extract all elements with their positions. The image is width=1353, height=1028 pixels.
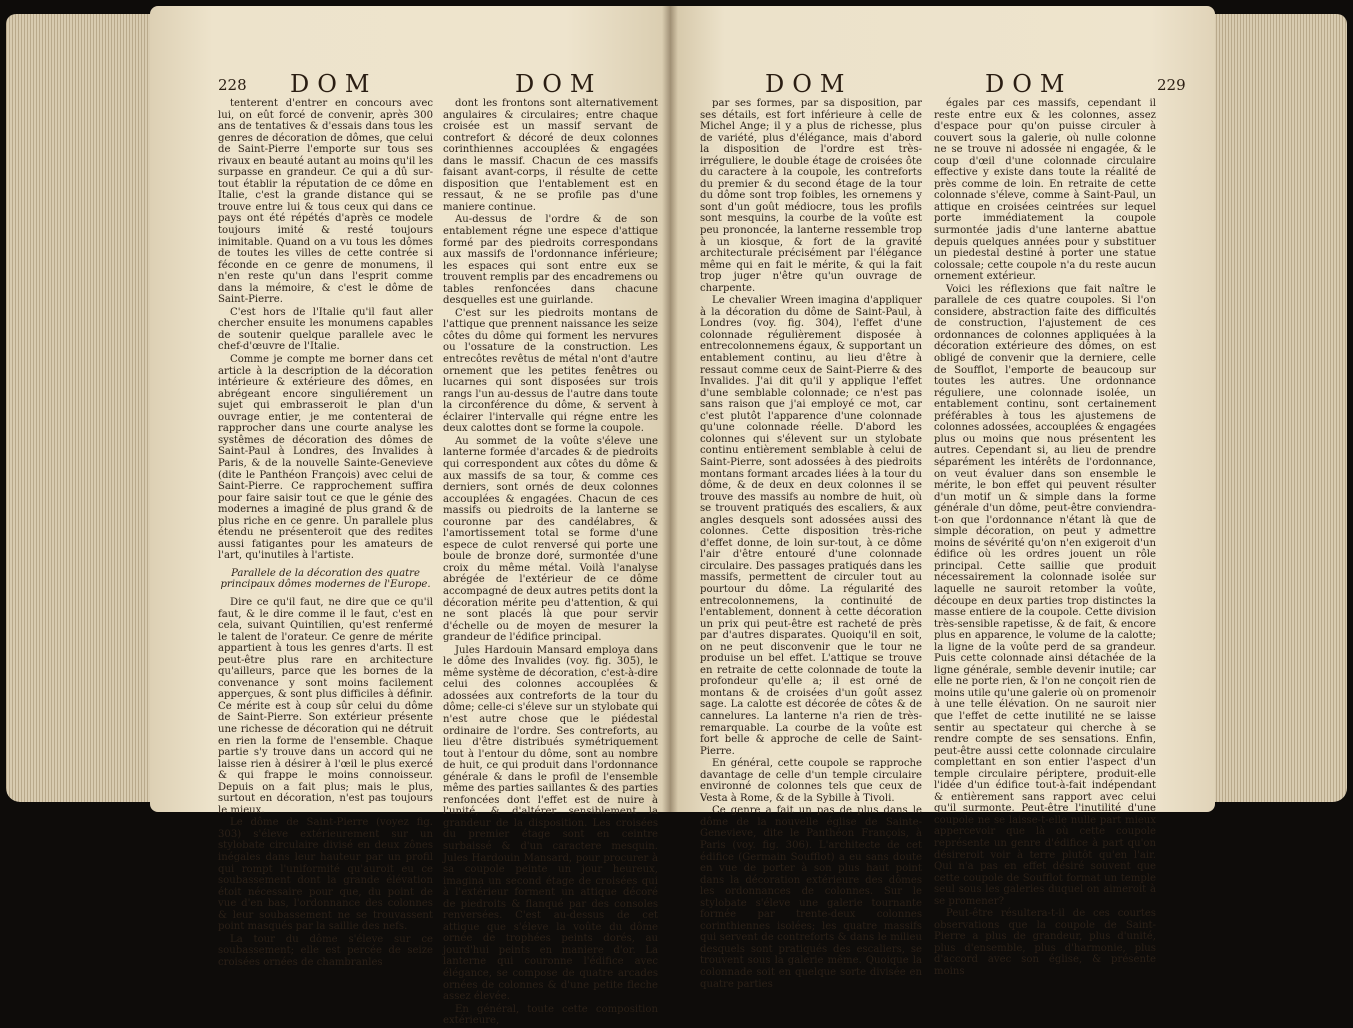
- paragraph: Peut-être résultera-t-il de ces courtes observations que la coupole de Saint-Pierre a plus de grandeur, plus d'unité, plus d'ensemble, plus d'harmonie, plus d'accord avec son église, & présente moins: [934, 908, 1156, 978]
- paragraph: Le dôme de Saint-Pierre (voyez fig. 303) s'éleve extérieurement sur un stylobate circulaire divisé en deux zônes inégales dans leur hauteur par un profil qui rompt l'uniformité qu'auroit eu ce soubassement dont la grande élévation étoit nécessaire pour que, du point de vue d'en bas, l'ordonnance des colonnes & leur soubassement ne se trouvassent point masqués par la saillie des nefs.: [218, 817, 433, 933]
- book-gutter: [662, 6, 678, 812]
- left-page-header: [150, 70, 670, 98]
- right-page-header: [670, 70, 1215, 98]
- page-number: 228: [218, 76, 247, 94]
- paragraph: En général, toute cette composition extérieure,: [443, 1003, 658, 1027]
- paragraph: tenterent d'entrer en concours avec lui, on eût forcé de convenir, après 300 ans de tentatives & d'essais dans tous les genres de décoration de dômes, que celui de Saint-Pierre l'emporte sur tous ses rivaux en beauté autant au moins qu'il les surpasse en grandeur. Ce qui a dû sur-tout établir la réputation de ce dôme en Italie, c'est la grande distance qui se trouve entre lui & tous ceux qui dans ce pays ont été répétés d'après ce modele toujours imité & resté toujours inimitable. Quand on a vu tous les dômes de toutes les villes de cette contrée si féconde en ce genre de monumens, il n'en reste qu'un dans l'esprit comme dans la mémoire, & c'est le dôme de Saint-Pierre.: [218, 98, 433, 306]
- running-head-right: DOM: [515, 70, 603, 98]
- running-head-right: DOM: [985, 70, 1073, 98]
- paragraph: Au-dessus de l'ordre & de son entablement régne une espece d'attique formé par des piedroits correspondans aux massifs de l'ordonnance inférieure; les espaces qui sont entre eux se trouvent remplis par des encadremens ou tables renfoncées dans chacune desquelles est une guirlande.: [443, 214, 658, 307]
- paragraph: Voici les réflexions que fait naître le parallele de ces quatre coupoles. Si l'on considere, abstraction faite des difficultés de construction, l'ajustement de ces ordonnances de colonnes appliquées à la décoration extérieure des dômes, on est obligé de convenir que la derniere, celle de Soufflot, l'emporte de beaucoup sur toutes les autres. Une ordonnance réguliere, une colonnade isolée, un entablement continu, sont certainement préférables à tous les ajustemens de colonnes adossées, accouplées & engagées plus ou moins que nous présentent les autres. Cependant si, au lieu de prendre séparément les intérêts de l'ordonnance, on veut évaluer dans son ensemble le mérite, le bon effet qui peuvent résulter d'un motif un & simple dans la forme générale d'un dôme, peut-être conviendra-t-on que l'ordonnance n'étant là que de simple décoration, on peut y admettre moins de sévérité qu'on n'en exigeroit d'un édifice où les ordres jouent un rôle principal. Cette saillie que produit nécessairement la colonnade isolée sur laquelle ne sauroit retomber la voûte, découpe en deux parties trop distinctes la masse entiere de la coupole. Cette division très-sensible rapetisse, & de fait, & encore plus en apparence, le volume de la calotte; la ligne de la voûte perd de sa grandeur. Puis cette colonnade ainsi détachée de la ligne générale, semble devenir inutile; car elle ne porte rien, & l'on ne conçoit rien de moins utile qu'une galerie où on promenoir à une telle élévation. On ne sauroit nier que l'effet de cette inutilité ne se laisse sentir au spectateur qui cherche à se rendre compte de ses sensations. Enfin, peut-être aussi cette colonnade circulaire complettant en son entier l'aspect d'un temple circulaire périptere, produit-elle l'idée d'un édifice tout-à-fait indépendant & entièrement sans rapport avec celui qu'il surmonte. Peut-être l'inutilité d'une coupole ne se laisse-t-elle nulle part mieux appercevoir que là où cette coupole représente un genre d'édifice à part qu'on désireroit voir à terre plutôt qu'en l'air. Qui n'a pas en effet désiré souvent que cette coupole de Soufflot format un temple seul sous les galeries duquel on aimeroit à se promener?: [934, 283, 1156, 907]
- right-page-column-2: [934, 98, 1156, 979]
- right-page-column-1: [700, 98, 922, 991]
- running-head-left: DOM: [765, 70, 853, 98]
- paragraph: par ses formes, par sa disposition, par ses détails, est fort inférieure à celle de Michel Ange; il y a plus de richesse, plus de variété, plus d'élégance, mais d'abord la disposition de l'ordre est très-irréguliere, le double étage de croisées ôte du caractere à la coupole, les contreforts du premier & du second étage de la tour du dôme sont trop foibles, les ornemens y sont d'un goût médiocre, tous les profils sont mesquins, la courbe de la voûte est peu prononcée, la lanterne ressemble trop à un kiosque, & fort de la gravité architecturale précisément par l'élégance même qui en fait le mérite, & qui la fait trop juger n'être qu'un ouvrage de charpente.: [700, 98, 922, 294]
- running-head-left: DOM: [290, 70, 378, 98]
- paragraph: Ce genre a fait un pas de plus dans le dôme de la nouvelle église de Sainte-Genevieve, dite le Panthéon François, à Paris (voy. fig. 306). L'architecte de cet édifice (Germain Soufflot) a eu sans doute en vue de porter à son plus haut point dans la décoration extérieure des dômes les ordonnances de colonnes. Sur le stylobate s'éleve une galerie tournante formée par trente-deux colonnes corinthiennes isolées; les quatre massifs qui servent de contreforts & dans le milieu desquels sont pratiqués des escaliers, se trouvent sous la galerie même. Quoique la colonnade soit en quelque sorte divisée en quatre parties: [700, 805, 922, 990]
- paragraph: dont les frontons sont alternativement angulaires & circulaires; entre chaque croisée est un massif servant de contrefort & décoré de deux colonnes corinthiennes accouplées & engagées dans le massif. Chacun de ces massifs faisant avant-corps, il résulte de cette disposition que l'entablement est en ressaut, & ne se profile pas d'une maniere continue.: [443, 98, 658, 213]
- section-title: Parallele de la décoration des quatre principaux dômes modernes de l'Europe.: [220, 567, 431, 591]
- paragraph: C'est hors de l'Italie qu'il faut aller chercher ensuite les monumens capables de soutenir quelque parallele avec le chef-d'œuvre de l'Italie.: [218, 306, 433, 353]
- left-page-column-2: [443, 98, 658, 1028]
- paragraph: Dire ce qu'il faut, ne dire que ce qu'il faut, & le dire comme il le faut, c'est en cela, suivant Quintilien, qu'est renfermé le talent de l'orateur. Ce genre de mérite appartient à tous les genres d'arts. Il est peut-être plus rare en architecture qu'ailleurs, parce que les bornes de la convenance y sont moins facilement apperçues, & sont plus difficiles à définir. Ce mérite est à coup sûr celui du dôme de Saint-Pierre. Son extérieur présente une richesse de décoration qui ne détruit en rien la forme de l'ensemble. Chaque partie s'y trouve dans un accord qui ne laisse rien à désirer à l'œil le plus exercé & qui frappe le moins connoisseur. Depuis on a fait plus; mais le plus, surtout en décoration, n'est pas toujours le mieux.: [218, 596, 433, 816]
- page-number: 229: [1157, 76, 1186, 94]
- paragraph: C'est sur les piedroits montans de l'attique que prennent naissance les seize côtes du dôme qui forment les nervures ou l'ossature de la construction. Les entrecôtes revêtus de métal n'ont d'autre ornement que les petites fenêtres ou lucarnes qui sont disposées sur trois rangs l'un au-dessus de l'autre dans toute la circonférence du dôme, & servent à éclairer l'intervalle qui régne entre les deux calottes dont se forme la coupole.: [443, 307, 658, 435]
- left-page-column-1: [218, 98, 433, 969]
- right-page: [670, 6, 1215, 990]
- paragraph: En général, cette coupole se rapproche davantage de celle d'un temple circulaire environné de colonnes tels que ceux de Vesta à Rome, & de la Sybille à Tivoli.: [700, 758, 922, 804]
- paragraph: Au sommet de la voûte s'éleve une lanterne formée d'arcades & de piedroits qui correspondent aux côtes du dôme & aux massifs de sa tour, & comme ces derniers, sont ornés de deux colonnes accouplées & engagées. Chacun de ces massifs ou piedroits de la lanterne se couronne par des candélabres, & l'amortissement total se forme d'une espece de culot renversé qui porte une boule de bronze doré, surmontée d'une croix du même métal. Voilà l'analyse abrégée de l'extérieur de ce dôme accompagné de deux autres petits dont la décoration mérite peu d'attention, & qui ne sont placés là que pour servir d'échelle ou de moyen de mesurer la grandeur de l'édifice principal.: [443, 435, 658, 644]
- paragraph: Comme je compte me borner dans cet article à la description de la décoration intérieure & extérieure des dômes, en abrégeant encore singuliérement un sujet qui embrasseroit le plan d'un ouvrage entier, je me contenterai de rapprocher dans une courte analyse les systêmes de décoration des dômes de Saint-Paul à Londres, des Invalides à Paris, & de la nouvelle Sainte-Genevieve (dite le Panthéon François) avec celui de Saint-Pierre. Ce rapprochement suffira pour faire saisir tout ce que le génie des modernes a imaginé de plus grand & de plus riche en ce genre. Un parallele plus étendu ne présenteroit que des redites aussi fatigantes pour les amateurs de l'art, qu'inutiles à l'artiste.: [218, 354, 433, 562]
- left-page: [150, 6, 670, 1027]
- paragraph: égales par ces massifs, cependant il reste entre eux & les colonnes, assez d'espace pour qu'on puisse circuler à couvert sous la galerie, où nulle colonne ne se trouve ni adossée ni engagée, & le coup d'œil d'une colonnade circulaire effective y existe dans toute la réalité de près comme de loin. En retraite de cette colonnade s'éleve, comme à Saint-Paul, un attique en croisées ceintrées sur lequel porte immédiatement la coupole surmontée jadis d'une lanterne abattue depuis quelques années pour y substituer un piedestal destiné à porter une statue colossale; cette coupole n'a du reste aucun ornement extérieur.: [934, 98, 1156, 283]
- paragraph: Le chevalier Wreen imagina d'appliquer à la décoration du dôme de Saint-Paul, à Londres (voy. fig. 304), l'effet d'une colonnade régulièrement disposée à entrecolonnemens égaux, & supportant un entablement continu, au lieu d'être à ressaut comme ceux de Saint-Pierre & des Invalides. J'ai dit qu'il y applique l'effet d'une semblable colonnade; ce n'est pas sans raison que j'ai employé ce mot, car c'est plutôt l'apparence d'une colonnade qu'une colonnade réelle. D'abord les colonnes qui s'élevent sur un stylobate continu entièrement semblable à celui de Saint-Pierre, sont adossées à des piedroits montans formant arcades liées à la tour du dôme, & de deux en deux colonnes il se trouve des massifs au nombre de huit, où se trouvent pratiqués des escaliers, & aux angles desquels sont adossées aussi des colonnes. Cette disposition très-riche d'effet donne, de loin sur-tout, à ce dôme l'air d'être entouré d'une colonnade circulaire. Des passages pratiqués dans les massifs, permettent de circuler tout au pourtour du dôme. La régularité des entrecolonnemens, la continuité de l'entablement, donnent à cette décoration un prix qui peut-être est racheté de près par d'autres disparates. Quoiqu'il en soit, on ne peut disconvenir que le tour ne produise un bel effet. L'attique se trouve en retraite de cette colonnade de toute la profondeur qu'elle a; il est orné de montans & de croisées d'un goût assez sage. La calotte est décorée de côtes & de cannelures. La lanterne n'a rien de très-remarquable. La courbe de la voûte est fort belle & approche de celle de Saint-Pierre.: [700, 295, 922, 757]
- book-edge-right: [1207, 14, 1347, 802]
- book-edge-left: [6, 14, 156, 802]
- paragraph: La tour du dôme s'éleve sur ce soubassement; elle est percée de seize croisées ornées de chambranles: [218, 933, 433, 968]
- paragraph: Jules Hardouin Mansard employa dans le dôme des Invalides (voy. fig. 305), le même système de décoration, c'est-à-dire celui des colonnes accouplées & adossées aux contreforts de la tour du dôme; celle-ci s'éleve sur un stylobate qui n'est autre chose que le piédestal ordinaire de l'ordre. Ses contreforts, au lieu d'être distribués symétriquement tout à l'entour du dôme, sont au nombre de huit, ce qui produit dans l'ordonnance générale & dans le profil de l'ensemble même des parties saillantes & des parties renfoncées dont l'effet est de nuire à l'unité, & d'altérer sensiblement la grandeur de la disposition. Les croisées du premier étage sont en ceintre surbaissé & d'un caractere mesquin. Jules Hardouin Mansard, pour procurer à sa coupole peinte un jour heureux, imagina un second étage de croisées qui à l'extérieur forment un attique décoré de piedroits & flanqué par des consoles renversées. C'est au-dessus de cet attique que s'éleve la voûte du dôme ornée de trophées peints dorés, au jourd'hui peints en maniere d'or. La lanterne qui couronne l'édifice avec élégance, se compose de quatre arcades ornées de colonnes & d'une petite fleche assez élevée.: [443, 644, 658, 1003]
